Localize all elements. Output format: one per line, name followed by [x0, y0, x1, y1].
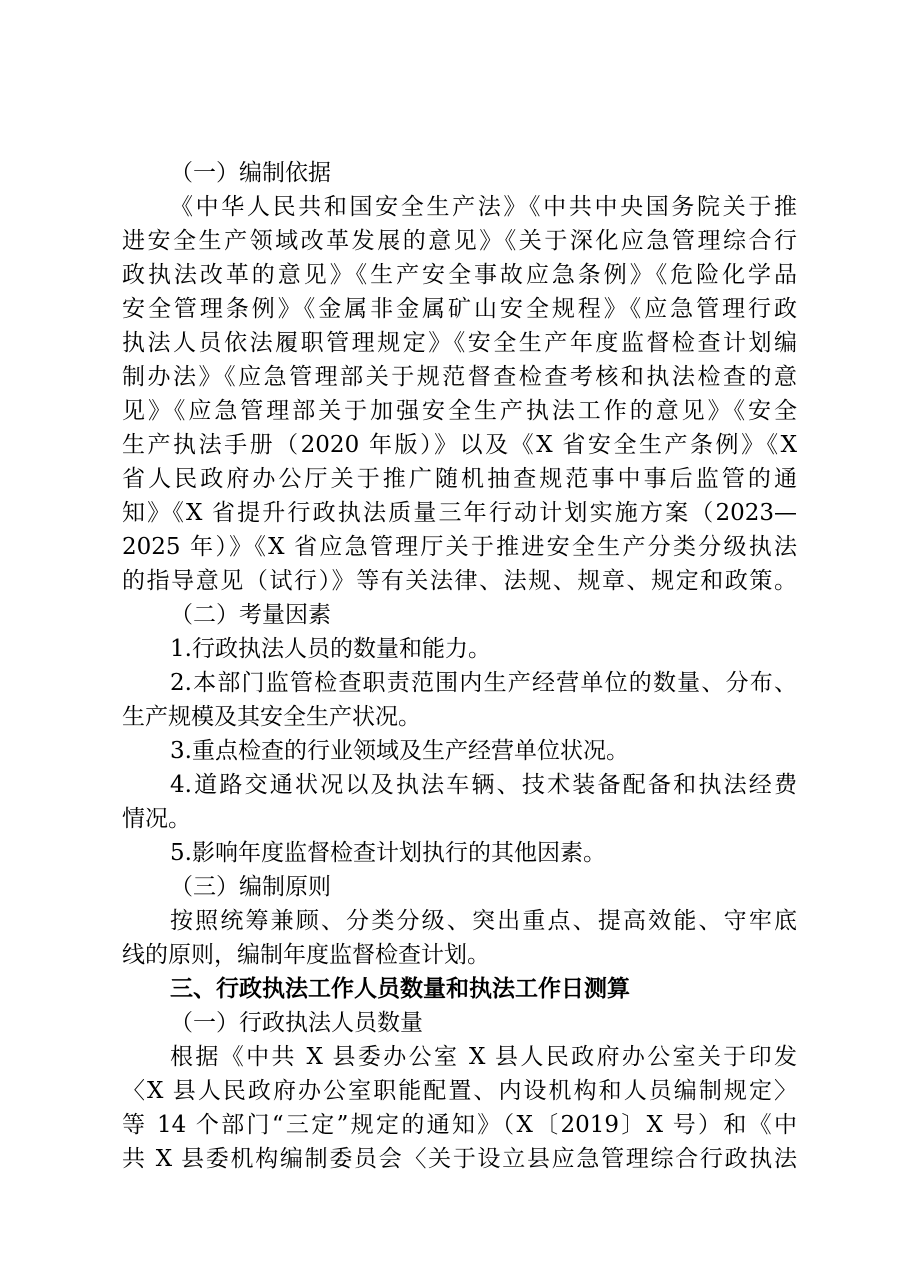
text-line-content: 4.道路交通状况以及执法车辆、技术装备配备和执法经费	[170, 772, 797, 798]
text-line-content: 《中华人民共和国安全生产法》《中共中央国务院关于推	[170, 194, 797, 220]
text-line	[122, 362, 797, 392]
text-line	[170, 838, 606, 868]
text-line	[170, 1042, 797, 1072]
text-line-content: 的指导意见（试行）》等有关法律、法规、规章、规定和政策。	[122, 568, 797, 594]
text-line	[170, 974, 630, 1004]
text-line-content: 1.行政执法人员的数量和能力。	[170, 636, 491, 662]
text-line-content: （一）编制依据	[170, 160, 331, 186]
text-line-content: 5.影响年度监督检查计划执行的其他因素。	[170, 840, 606, 866]
text-line-content: 进安全生产领域改革发展的意见》《关于深化应急管理综合行	[122, 228, 797, 254]
text-line-content: 按照统筹兼顾、分类分级、突出重点、提高效能、守牢底	[170, 908, 797, 934]
text-line-content: 安全管理条例》《金属非金属矿山安全规程》《应急管理行政	[122, 296, 797, 322]
text-line	[170, 192, 797, 222]
text-line	[122, 532, 797, 562]
text-line	[170, 158, 331, 188]
text-line	[122, 464, 797, 494]
text-line	[170, 634, 491, 664]
text-line-content: 省人民政府办公厅关于推广随机抽查规范事中事后监管的通	[122, 466, 797, 492]
text-line	[122, 804, 191, 834]
text-line	[122, 226, 797, 256]
text-line	[122, 1076, 797, 1106]
text-line-content: （三）编制原则	[170, 874, 331, 900]
text-line	[170, 668, 797, 698]
text-line-content: 生产规模及其安全生产状况。	[122, 704, 421, 730]
text-line	[122, 328, 797, 358]
text-line-content: 线的原则，编制年度监督检查计划。	[122, 942, 490, 968]
text-line	[170, 770, 797, 800]
text-line-content: 情况。	[122, 806, 191, 832]
text-line	[122, 1144, 797, 1174]
text-line-content: 制办法》《应急管理部关于规范督查检查考核和执法检查的意	[122, 364, 797, 390]
text-line	[122, 260, 797, 290]
text-line-content: 〈X 县人民政府办公室职能配置、内设机构和人员编制规定〉	[122, 1078, 797, 1104]
text-line-content: 三、行政执法工作人员数量和执法工作日测算	[170, 975, 630, 1002]
text-line-content: 见》《应急管理部关于加强安全生产执法工作的意见》《安全	[122, 398, 797, 424]
text-line	[122, 566, 797, 596]
text-line	[122, 498, 797, 528]
text-line-content: （二）考量因素	[170, 602, 331, 628]
text-line	[122, 294, 797, 324]
text-line	[122, 940, 490, 970]
text-line	[170, 736, 629, 766]
text-line	[170, 872, 331, 902]
text-line	[170, 1008, 423, 1038]
text-line	[122, 430, 797, 460]
text-line-content: 政执法改革的意见》《生产安全事故应急条例》《危险化学品	[122, 262, 797, 288]
text-line-content: 2.本部门监管检查职责范围内生产经营单位的数量、分布、	[170, 670, 797, 696]
text-line	[170, 906, 797, 936]
text-line-content: 知》《X 省提升行政执法质量三年行动计划实施方案（2023—	[122, 500, 797, 526]
text-line-content: （一）行政执法人员数量	[170, 1010, 423, 1036]
text-line-content: 2025 年）》《X 省应急管理厅关于推进安全生产分类分级执法	[122, 534, 797, 560]
text-line-content: 执法人员依法履职管理规定》《安全生产年度监督检查计划编	[122, 330, 797, 356]
text-line	[170, 600, 331, 630]
text-line	[122, 702, 421, 732]
text-line	[122, 396, 797, 426]
text-line	[122, 1110, 797, 1140]
text-line-content: 等 14 个部门“三定”规定的通知》（X〔2019〕X 号）和《中	[122, 1112, 797, 1138]
text-line-content: 3.重点检查的行业领域及生产经营单位状况。	[170, 738, 629, 764]
text-line-content: 共 X 县委机构编制委员会〈关于设立县应急管理综合行政执法	[122, 1146, 797, 1172]
text-line-content: 生产执法手册（2020 年版）》以及《X 省安全生产条例》《X	[122, 432, 797, 458]
text-line-content: 根据《中共 X 县委办公室 X 县人民政府办公室关于印发	[170, 1044, 797, 1070]
